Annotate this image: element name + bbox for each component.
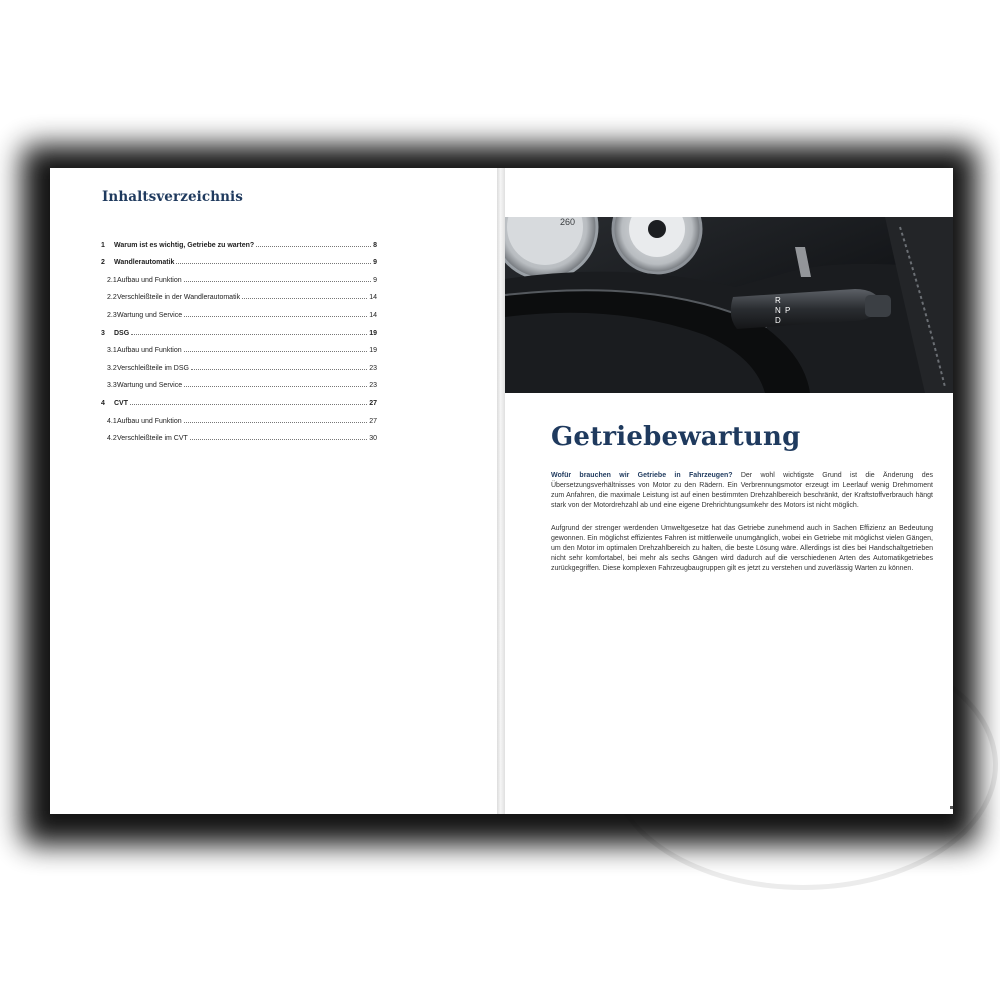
- toc-entry: [101, 372, 377, 390]
- toc-entry-page: 8: [373, 241, 377, 249]
- toc-entry-label: Verschleißteile im CVT: [117, 435, 188, 443]
- toc-leader-dots: [176, 262, 371, 264]
- toc-entry-number: 3.1: [107, 347, 117, 355]
- toc-entry-page: 23: [369, 382, 377, 390]
- gear-d-letter: D: [775, 316, 781, 325]
- toc-leader-dots: [242, 297, 367, 299]
- toc-entry-number: 2.1: [107, 276, 117, 284]
- intro-lead: Wofür brauchen wir Getriebe in Fahrzeugen?: [551, 472, 733, 479]
- toc-entry: [101, 249, 377, 267]
- toc-leader-dots: [130, 403, 367, 405]
- toc-entry-number: 3: [101, 329, 105, 337]
- toc-entry-label: Aufbau und Funktion: [117, 276, 182, 284]
- toc-entry-page: 30: [369, 435, 377, 443]
- toc-entry-page: 27: [369, 399, 377, 407]
- toc-leader-dots: [131, 333, 367, 335]
- toc-entry: [101, 284, 377, 302]
- toc-entry: [101, 389, 377, 407]
- toc-leader-dots: [190, 438, 367, 440]
- toc-entry-number: 3.2: [107, 364, 117, 372]
- toc-leader-dots: [191, 368, 367, 370]
- toc-entry: [101, 301, 377, 319]
- toc-entry-label: Aufbau und Funktion: [117, 417, 182, 425]
- toc-leader-dots: [184, 421, 368, 423]
- toc-entry-number: 4: [101, 399, 105, 407]
- toc-entry-number: 2: [101, 259, 105, 267]
- toc-entry-number: 4.2: [107, 435, 117, 443]
- toc-entry: [101, 407, 377, 425]
- toc-leader-dots: [184, 315, 367, 317]
- toc-entry-label: Verschleißteile im DSG: [117, 364, 189, 372]
- toc-leader-dots: [184, 385, 367, 387]
- page-corner-mark: [950, 806, 953, 809]
- toc-entry-label: Aufbau und Funktion: [117, 347, 182, 355]
- gear-n-letter: N: [775, 306, 781, 315]
- intro-text: Der wohl wichtigste Grund ist die Änderung des Übersetzungsverhältnisses von Motor zu den Rädern. Ein Verbrennungsmotor erzeugt im Leerlauf wenig Drehmoment zum Anfahren, die maximale Leistung ist auf einen bestimmten Drehzahlbereich beschränkt, der Kraftstoffverbrauch hängt stark von der Motordrehzahl ab und eine eigene Drehrichtungsumkehr des Motors ist nicht möglich.: [551, 472, 933, 509]
- gear-p-letter: P: [785, 306, 791, 315]
- toc-entry: [101, 231, 377, 249]
- toc-entry-label: Wartung und Service: [117, 382, 183, 390]
- toc-title: Inhaltsverzeichnis: [102, 189, 243, 205]
- toc-entry-number: 3.3: [107, 382, 117, 390]
- left-page: [50, 168, 497, 814]
- toc-entry-label: DSG: [114, 329, 130, 337]
- speedometer-label: 260: [560, 217, 576, 227]
- toc-entry: [101, 354, 377, 372]
- toc-entry-number: 4.1: [107, 417, 117, 425]
- toc-entry: [101, 319, 377, 337]
- toc-entry-page: 23: [369, 364, 377, 372]
- toc-entry-number: 2.2: [107, 294, 117, 302]
- toc-entry-label: Verschleißteile in der Wandlerautomatik: [117, 294, 241, 302]
- toc-entry-number: 1: [101, 241, 105, 249]
- table-of-contents: [101, 231, 377, 442]
- article-title: Getriebewartung: [551, 422, 801, 452]
- toc-entry: [101, 266, 377, 284]
- page-gutter: [497, 168, 505, 814]
- toc-entry-label: Wandlerautomatik: [114, 259, 175, 267]
- paragraph-efficiency: Aufgrund der strenger werdenden Umweltgesetze hat das Getriebe zunehmend auch in Sachen Effizienz an Bedeutung gewonnen. Ein möglichst effizientes Fahren ist mittlerweile unumgänglich, wobei ein Getriebe mit möglichst vielen Gängen, um den Motor im optimalen Drehzahlbereich zu halten, die beste Lösung wäre. Allerdings ist dies bei Handschaltgetrieben nicht sehr komfortabel, bei mehr als sechs Gängen wird dadurch auf die verschiedenen Arten des Automatikgetriebes zurückgegriffen. Diese komplexen Fahrzeugbaugruppen gilt es jetzt zu verstehen und zuverlässig Warten zu können.: [551, 525, 933, 572]
- gear-r-letter: R: [775, 296, 781, 305]
- paragraph-intro: [551, 471, 933, 511]
- toc-leader-dots: [256, 245, 371, 247]
- right-page: [505, 168, 953, 814]
- toc-entry-page: 14: [369, 294, 377, 302]
- toc-entry-page: 14: [369, 311, 377, 319]
- toc-entry-label: Warum ist es wichtig, Getriebe zu warten?: [114, 241, 255, 249]
- toc-entry-page: 9: [373, 259, 377, 267]
- toc-entry-page: 9: [373, 276, 377, 284]
- toc-leader-dots: [184, 280, 371, 282]
- toc-entry-page: 19: [369, 329, 377, 337]
- toc-entry-page: 27: [369, 417, 377, 425]
- toc-entry: [101, 337, 377, 355]
- toc-entry: [101, 425, 377, 443]
- toc-entry-label: Wartung und Service: [117, 311, 183, 319]
- dashboard-photo: [505, 217, 953, 393]
- toc-leader-dots: [184, 350, 368, 352]
- toc-entry-label: CVT: [114, 399, 128, 407]
- toc-entry-number: 2.3: [107, 311, 117, 319]
- toc-entry-page: 19: [369, 347, 377, 355]
